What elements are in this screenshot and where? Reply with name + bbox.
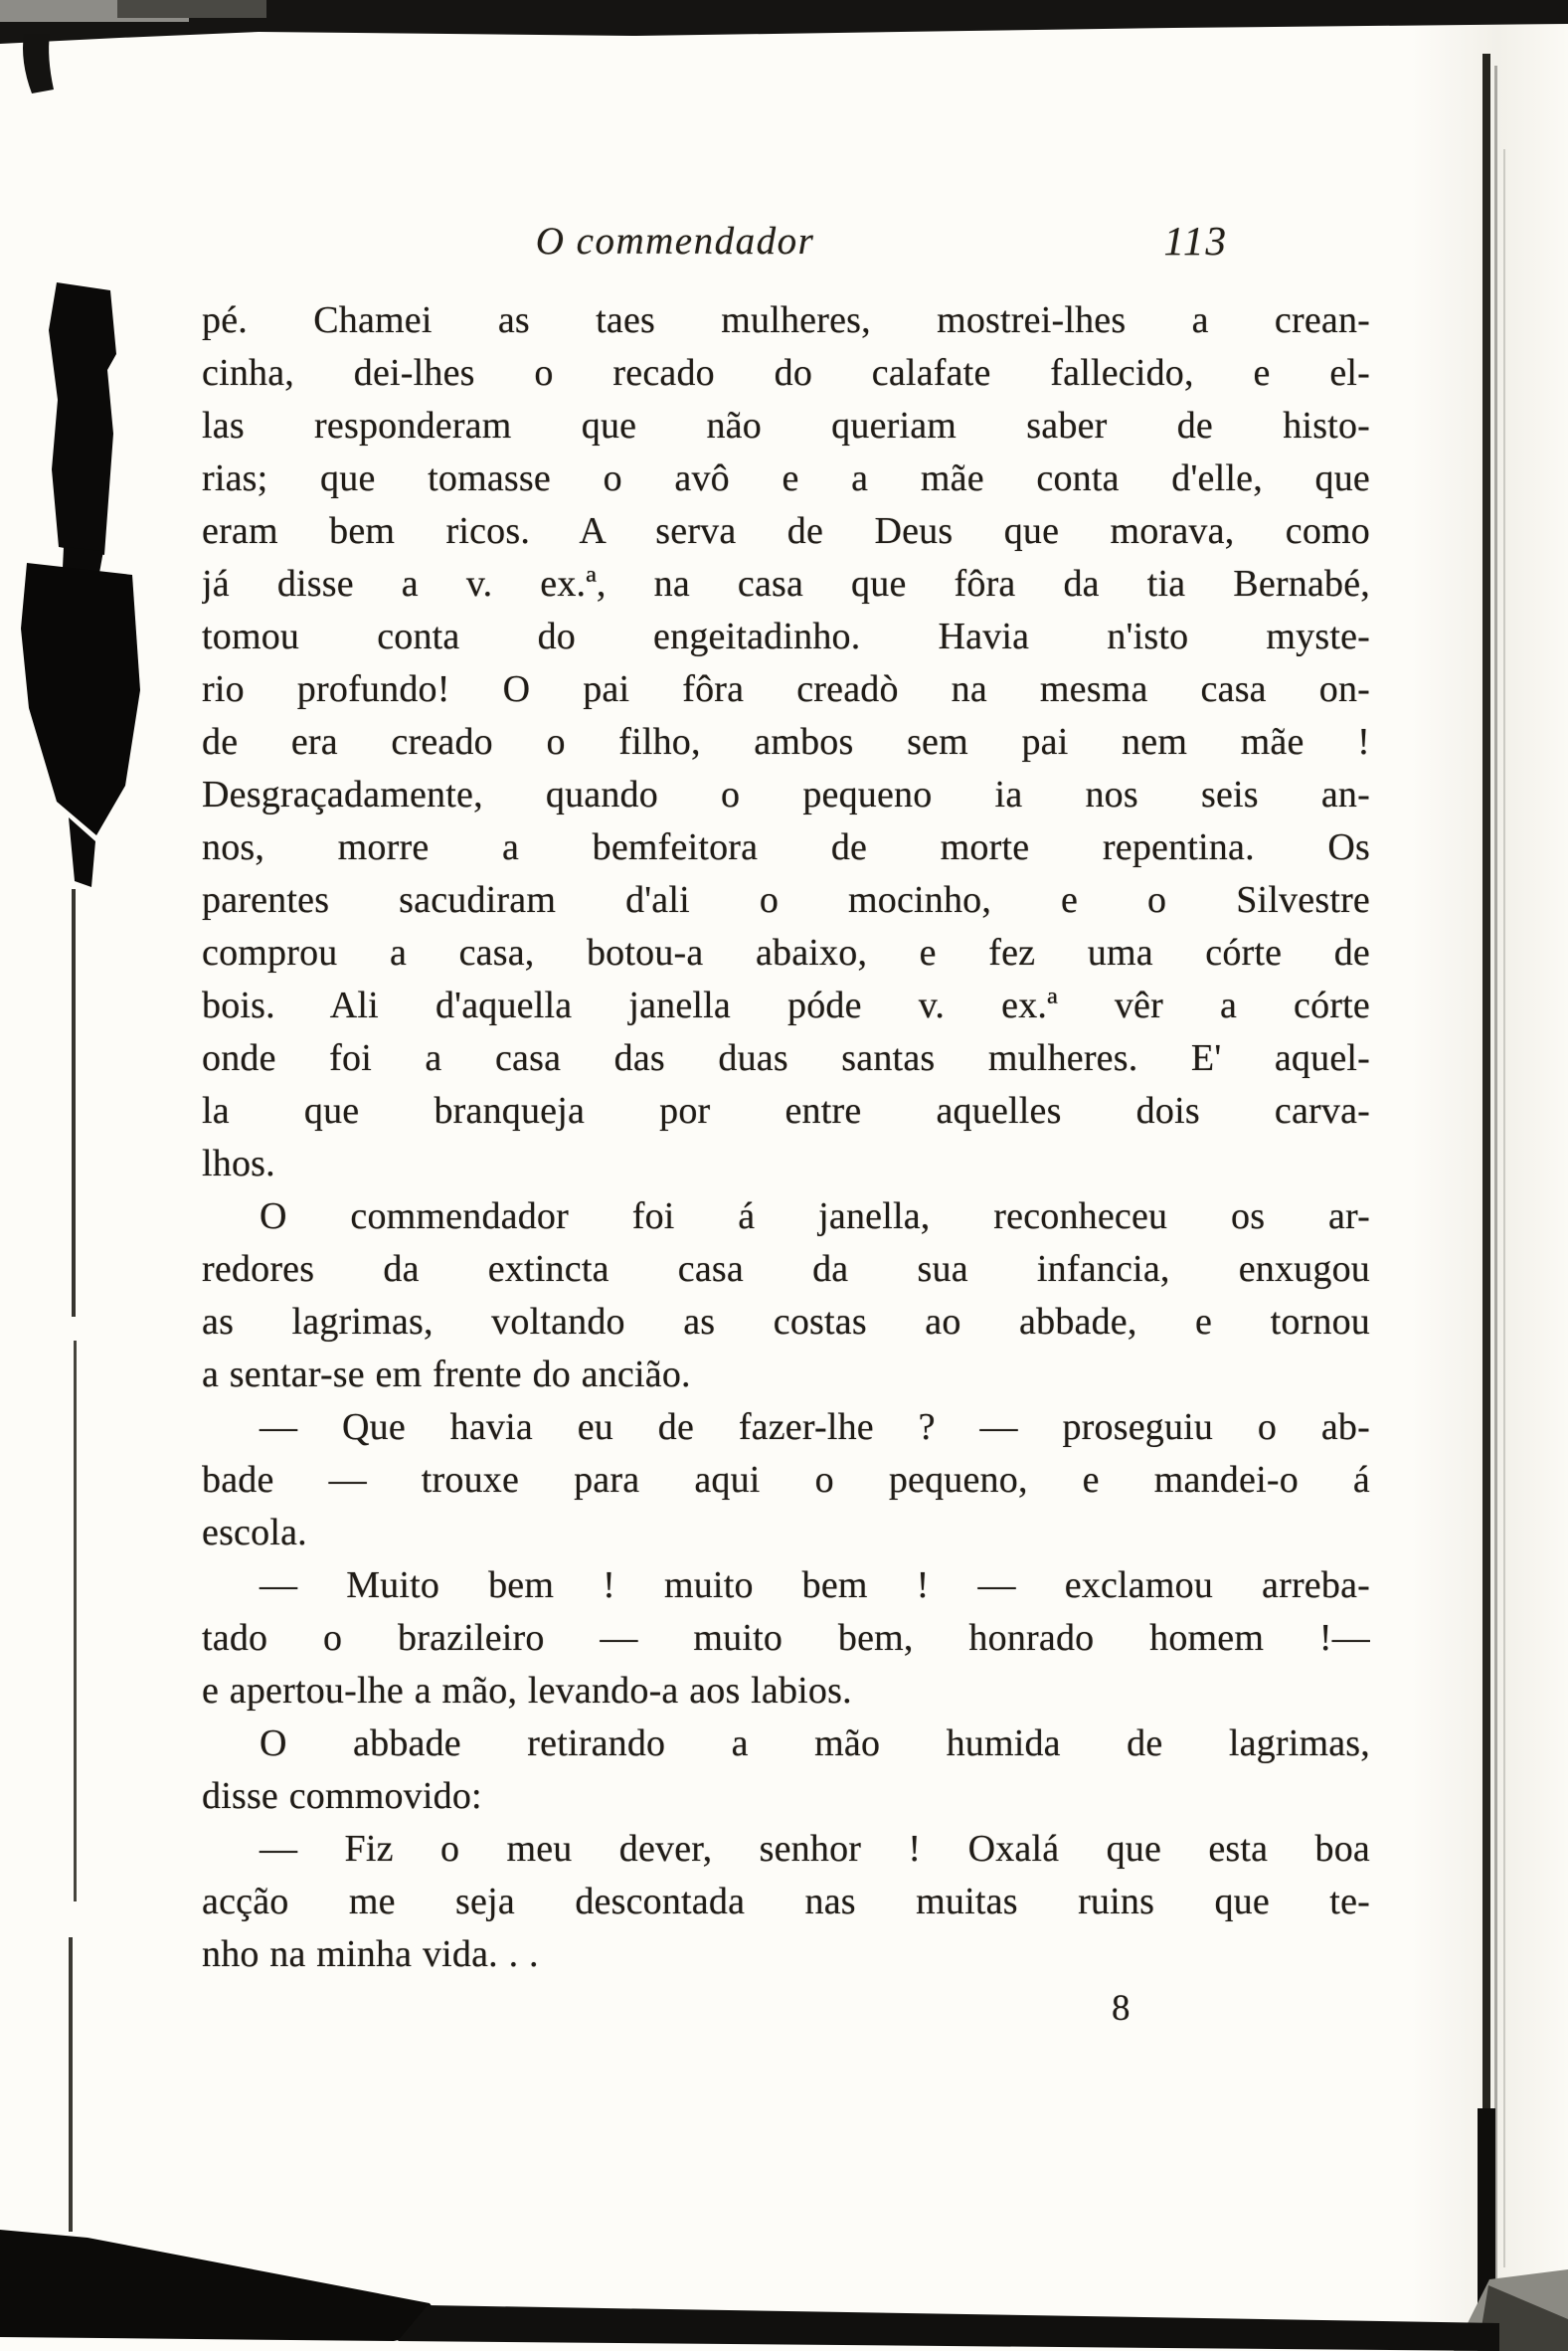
text-line: Desgraçadamente, quando o pequeno ia nos seis an- <box>202 774 1370 815</box>
left-ink-blot-tail <box>69 817 95 887</box>
text-line: O commendador foi á janella, reconheceu os ar- <box>260 1195 1370 1237</box>
paragraph <box>202 1559 1370 1718</box>
paragraph <box>202 1190 1370 1401</box>
text-line: a sentar-se em frente do ancião. <box>202 1354 691 1395</box>
text-line: nho na minha vida. . . <box>202 1933 539 1975</box>
left-margin-line-3 <box>69 1937 73 2232</box>
text-line: acção me seja descontada nas muitas ruins que te- <box>202 1881 1370 1922</box>
text-line: nos, morre a bemfeitora de morte repentina. Os <box>202 826 1370 868</box>
paragraph <box>202 1401 1370 1559</box>
top-left-gray-corner <box>0 0 189 22</box>
text-line: rias; que tomasse o avô e a mãe conta d'elle, que <box>202 457 1370 499</box>
paragraph <box>202 1823 1370 1981</box>
right-page-edge-line <box>1482 54 1490 2307</box>
text-line: parentes sacudiram d'ali o mocinho, e o Silvestre <box>202 879 1370 921</box>
text-line: pé. Chamei as taes mulheres, mostrei-lhes a crean- <box>202 299 1370 341</box>
text-line: las responderam que não queriam saber de histo- <box>202 405 1370 447</box>
bottom-right-dark-corner <box>1478 2285 1568 2351</box>
bottom-right-gray-corner <box>1454 2269 1568 2351</box>
text-line: — Que havia eu de fazer-lhe ? — proseguiu o ab- <box>260 1406 1370 1448</box>
text-line: cinha, dei-lhes o recado do calafate fallecido, e el- <box>202 352 1370 394</box>
text-line: bade — trouxe para aqui o pequeno, e mandei-o á <box>202 1459 1370 1501</box>
top-edge-band <box>0 0 1568 44</box>
right-edge-streak-1 <box>1494 66 1497 2293</box>
text-line: redores da extincta casa da sua infancia, enxugou <box>202 1248 1370 1290</box>
text-line: escola. <box>202 1512 307 1553</box>
left-margin-line-1 <box>72 889 76 1317</box>
right-edge-streak-2 <box>1503 149 1505 2267</box>
text-line: rio profundo! O pai fôra creadò na mesma casa on- <box>202 668 1370 710</box>
text-line: bois. Ali d'aquella janella póde v. ex.ª vêr a córte <box>202 985 1370 1026</box>
left-ink-blot-neck <box>63 547 103 573</box>
text-line: eram bem ricos. A serva de Deus que morava, como <box>202 510 1370 552</box>
text-line: O abbade retirando a mão humida de lagrimas, <box>260 1722 1370 1764</box>
text-line: tado o brazileiro — muito bem, honrado homem !— <box>202 1617 1370 1659</box>
running-title: O commendador <box>535 220 815 263</box>
page-header <box>202 219 1367 274</box>
text-line: tomou conta do engeitadinho. Havia n'isto myste- <box>202 616 1370 657</box>
text-line: comprou a casa, botou-a abaixo, e fez uma córte de <box>202 932 1370 974</box>
text-line: lhos. <box>202 1143 275 1184</box>
text-line: — Fiz o meu dever, senhor ! Oxalá que esta boa <box>260 1828 1370 1870</box>
paragraph <box>202 294 1370 1190</box>
text-line: as lagrimas, voltando as costas ao abbade, e tornou <box>202 1301 1370 1343</box>
bottom-left-wedge <box>0 2230 449 2341</box>
text-line: e apertou-lhe a mão, levando-a aos labios. <box>202 1670 852 1712</box>
right-edge-bottom-thick <box>1478 2108 1495 2323</box>
text-line: onde foi a casa das duas santas mulheres. E' aquel- <box>202 1037 1370 1079</box>
left-ink-blot-upper <box>49 282 116 555</box>
paragraph <box>202 1718 1370 1823</box>
text-line: — Muito bem ! muito bem ! — exclamou arreba- <box>260 1564 1370 1606</box>
body-text <box>202 294 1370 1981</box>
bottom-edge-band <box>398 2305 1499 2351</box>
left-margin-line-2 <box>74 1341 77 1901</box>
text-line: já disse a v. ex.ª, na casa que fôra da tia Bernabé, <box>202 563 1370 605</box>
text-line: disse commovido: <box>202 1775 482 1817</box>
page-number: 113 <box>1163 218 1228 264</box>
left-ink-blot-lower <box>21 563 140 835</box>
text-line: la que branqueja por entre aquelles dois carva- <box>202 1090 1370 1132</box>
text-line: de era creado o filho, ambos sem pai nem mãe ! <box>202 721 1370 763</box>
top-left-hook-mark <box>23 34 54 93</box>
signature-mark: 8 <box>1112 1988 1131 2029</box>
top-gray-patch <box>117 0 266 18</box>
